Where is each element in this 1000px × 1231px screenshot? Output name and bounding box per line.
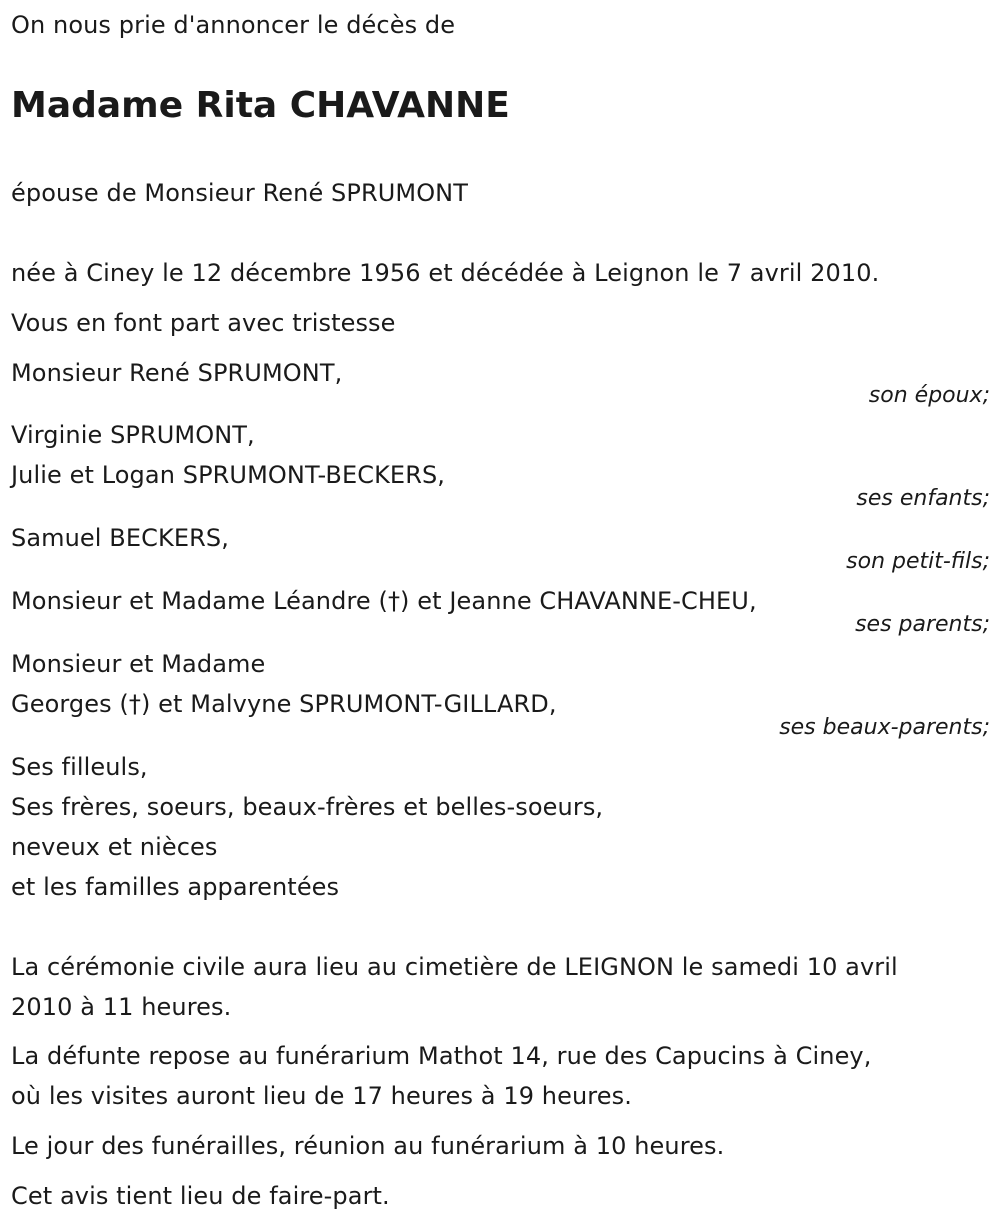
family-role-spouse: son époux; <box>868 383 990 408</box>
deceased-name: Madame Rita CHAVANNE <box>11 85 510 126</box>
family-parents-name: Monsieur et Madame Léandre (†) et Jeanne CHAVANNE-CHEU, <box>11 587 757 615</box>
others-line: Ses filleuls, <box>11 753 148 781</box>
others-line: Ses frères, soeurs, beaux-frères et belles-soeurs, <box>11 793 604 821</box>
repose-line: La défunte repose au funérarium Mathot 14, rue des Capucins à Ciney, <box>11 1042 872 1070</box>
repose-line: où les visites auront lieu de 17 heures à 19 heures. <box>11 1082 632 1110</box>
spouse-line: épouse de Monsieur René SPRUMONT <box>11 179 468 207</box>
funeral-day-line: Le jour des funérailles, réunion au funérarium à 10 heures. <box>11 1132 725 1160</box>
birth-death-line: née à Ciney le 12 décembre 1956 et décédée à Leignon le 7 avril 2010. <box>11 259 880 287</box>
family-child-name: Virginie SPRUMONT, <box>11 421 255 449</box>
family-role-parents: ses parents; <box>855 612 990 637</box>
family-role-in-laws: ses beaux-parents; <box>779 715 990 740</box>
ceremony-line: La cérémonie civile aura lieu au cimetière de LEIGNON le samedi 10 avril <box>11 953 898 981</box>
notice-line: Cet avis tient lieu de faire-part. <box>11 1182 390 1210</box>
ceremony-line: 2010 à 11 heures. <box>11 993 232 1021</box>
family-spouse-name: Monsieur René SPRUMONT, <box>11 359 343 387</box>
family-in-laws-name: Georges (†) et Malvyne SPRUMONT-GILLARD, <box>11 690 557 718</box>
family-child-name: Julie et Logan SPRUMONT-BECKERS, <box>11 461 446 489</box>
family-role-grandson: son petit-fils; <box>846 549 990 574</box>
sadness-line: Vous en font part avec tristesse <box>11 309 396 337</box>
obituary-notice <box>11 0 990 1231</box>
family-in-laws-name: Monsieur et Madame <box>11 650 266 678</box>
family-role-children: ses enfants; <box>856 486 990 511</box>
others-line: et les familles apparentées <box>11 873 340 901</box>
intro-text: On nous prie d'annoncer le décès de <box>11 11 456 39</box>
others-line: neveux et nièces <box>11 833 218 861</box>
family-grandson-name: Samuel BECKERS, <box>11 524 229 552</box>
